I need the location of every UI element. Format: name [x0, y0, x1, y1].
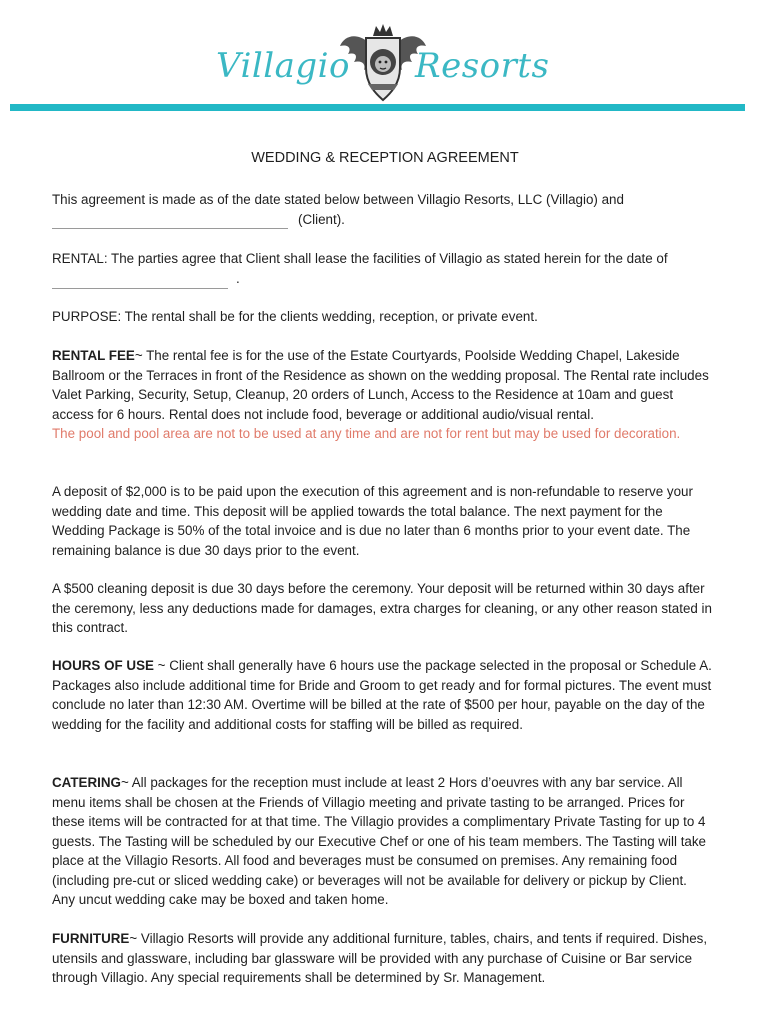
hours-of-use-section	[52, 656, 712, 734]
client-name-line[interactable]	[52, 228, 288, 229]
cleaning-deposit-text: A $500 cleaning deposit is due 30 days before the ceremony. Your deposit will be returned within 30 days after the ceremony, less any deductions made for damages, extra charges for cleaning, or any other reason stated in this contract.	[52, 581, 712, 635]
deposit-paragraph	[52, 482, 712, 560]
client-label: (Client).	[298, 212, 345, 227]
header-divider	[10, 104, 745, 111]
rental-paragraph	[52, 249, 712, 269]
furniture-text: ~ Villagio Resorts will provide any additional furniture, tables, chairs, and tents if required. Dishes, utensils and glassware, including bar glassware will be provided with any purchase of Cuisine or Bar service through Villagio. Any special requirements shall be determined by Sr. Management.	[52, 931, 708, 985]
furniture-label: FURNITURE	[52, 931, 130, 946]
intro-text: This agreement is made as of the date stated below between Villagio Resorts, LLC (Villagio) and	[52, 192, 624, 207]
catering-text: ~ All packages for the reception must include at least 2 Hors d’oeuvres with any bar service. All menu items shall be chosen at the Friends of Villagio meeting and private tasting to be arranged. Prices for these items will be contracted for at that time. The Villagio provides a complimentary Private Tasting for up to 4 guests. The Tasting will be scheduled by our Executive Chef or one of his team members. The Tasting will take place at the Villagio Resorts. All food and beverages must be consumed on premises. Any remaining food (including pre-cut or sliced wedding cake) or beverages will not be available for delivery or pickup by Client. Any uncut wedding cake may be boxed and taken home.	[52, 775, 707, 907]
hours-of-use-label: HOURS OF USE	[52, 658, 154, 673]
rental-fee-label: RENTAL FEE	[52, 348, 135, 363]
catering-label: CATERING	[52, 775, 121, 790]
intro-paragraph	[52, 190, 712, 210]
document-title: WEDDING & RECEPTION AGREEMENT	[251, 150, 519, 166]
catering-section	[52, 773, 712, 910]
rental-fee-section	[52, 346, 712, 444]
rental-date-suffix: .	[236, 271, 240, 286]
rental-fee-text: ~ The rental fee is for the use of the Estate Courtyards, Poolside Wedding Chapel, Lakeside Ballroom or the Terraces in front of the Residence as shown on the wedding proposal. The Rental rate includes Valet Parking, Security, Setup, Cleanup, 20 orders of Lunch, Access to the Residence at 10am and guest access for 6 hours. Rental does not include food, beverage or additional audio/visual rental.	[52, 348, 709, 422]
pool-notice: The pool and pool area are not to be used at any time and are not for rent but may be used for decoration.	[52, 426, 681, 441]
furniture-section	[52, 929, 712, 988]
rental-text: RENTAL: The parties agree that Client shall lease the facilities of Villagio as stated herein for the date of	[52, 251, 668, 266]
logo-wordmark-right: Resorts	[415, 46, 550, 86]
logo-wordmark-left: Villagio	[216, 46, 350, 86]
purpose-text: PURPOSE: The rental shall be for the clients wedding, reception, or private event.	[52, 309, 538, 324]
deposit-text: A deposit of $2,000 is to be paid upon the execution of this agreement and is non-refundable to reserve your wedding date and time. This deposit will be applied towards the total balance. The next payment for the Wedding Package is 50% of the total invoice and is due no later than 6 months prior to your event date. The remaining balance is due 30 days prior to the event.	[52, 484, 693, 558]
villagio-logo	[0, 18, 770, 108]
cleaning-deposit-paragraph	[52, 579, 712, 638]
purpose-paragraph	[52, 307, 712, 327]
rental-date-line[interactable]	[52, 288, 228, 289]
hours-of-use-text: ~ Client shall generally have 6 hours use the package selected in the proposal or Schedule A. Packages also include additional time for Bride and Groom to get ready and for formal pictures. The event must conclude no later than 12:30 AM. Overtime will be billed at the rate of $500 per hour, payable on the day of the wedding for the facility and additional costs for staffing will be billed as required.	[52, 658, 712, 732]
